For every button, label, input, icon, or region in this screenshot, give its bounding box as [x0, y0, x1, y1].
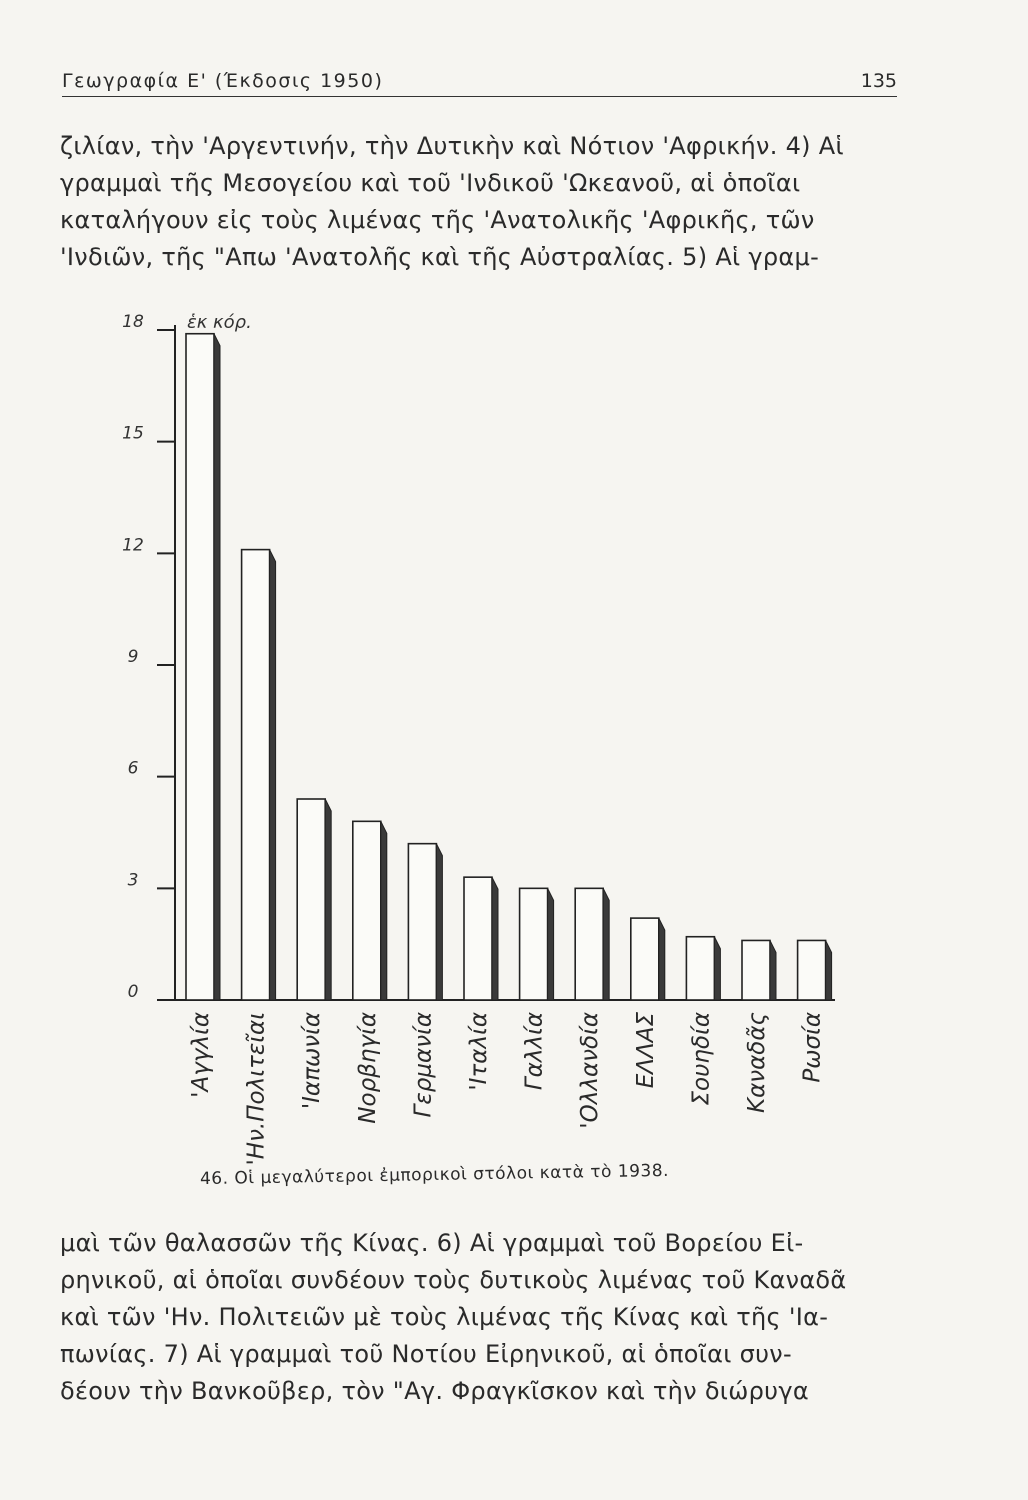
- text-line: δέουν τὴν Βανκοῦβερ, τὸν "Αγ. Φραγκῖσκον καὶ τὴν διώρυγα: [60, 1377, 809, 1405]
- y-tick-label: 12: [122, 535, 144, 556]
- text-line: ζιλίαν, τὴν 'Αργεντινήν, τὴν Δυτικὴν καὶ Νότιον 'Αφρικήν. 4) Αἱ: [60, 132, 844, 160]
- y-tick-label: 18: [122, 312, 144, 332]
- bar: [353, 821, 381, 1000]
- bar-shadow: [381, 821, 387, 1000]
- bar-shadow: [492, 877, 498, 1000]
- category-label: ΕΛΛΑΣ: [632, 1012, 659, 1089]
- bar-shadow: [603, 888, 609, 1000]
- category-label: 'Αγγλία: [188, 1012, 214, 1098]
- bar: [464, 877, 492, 1000]
- bar-shadow: [436, 844, 442, 1000]
- page-number: 135: [860, 70, 897, 92]
- text-line: 'Ινδιῶν, τῆς "Απω 'Ανατολῆς καὶ τῆς Αὐστραλίας. 5) Αἱ γραμ-: [60, 243, 820, 271]
- bar: [297, 799, 325, 1000]
- text-line: καὶ τῶν 'Ην. Πολιτειῶν μὲ τοὺς λιμένας τῆς Κίνας καὶ τῆς 'Ια-: [60, 1303, 829, 1331]
- text-line: καταλήγουν εἰς τοὺς λιμένας τῆς 'Ανατολικῆς 'Αφρικῆς, τῶν: [60, 206, 815, 234]
- y-tick-label: 6: [127, 758, 139, 779]
- y-axis-unit-label: ἑκ κόρ.: [187, 312, 252, 333]
- y-tick-label: 3: [127, 870, 139, 891]
- header-title: Γεωγραφία Ε' (Έκδοσις 1950): [62, 70, 384, 92]
- bar-shadow: [325, 799, 331, 1000]
- category-label: Ρωσία: [799, 1012, 826, 1083]
- y-tick-label: 9: [127, 647, 139, 667]
- bar: [186, 334, 214, 1000]
- bar-shadow: [714, 937, 720, 1000]
- category-label: 'Ιταλία: [466, 1012, 492, 1091]
- text-line: γραμμαὶ τῆς Μεσογείου καὶ τοῦ 'Ινδικοῦ 'Ωκεανοῦ, αἱ ὁποῖαι: [60, 169, 801, 197]
- text-line: μαὶ τῶν θαλασσῶν τῆς Κίνας. 6) Αἱ γραμμαὶ τοῦ Βορείου Εἰ-: [60, 1229, 804, 1257]
- text-line: ρηνικοῦ, αἱ ὁποῖαι συνδέουν τοὺς δυτικοὺς λιμένας τοῦ Καναδᾶ: [60, 1266, 847, 1294]
- bar: [686, 937, 714, 1000]
- bar: [798, 940, 826, 1000]
- category-label: Γαλλία: [521, 1012, 548, 1091]
- y-tick-label: 15: [122, 423, 144, 444]
- bar: [742, 940, 770, 1000]
- bar-shadow: [770, 940, 776, 1000]
- bar-shadow: [826, 940, 832, 1000]
- bar: [631, 918, 659, 1000]
- y-tick-label: 0: [127, 982, 139, 1002]
- text-line: πωνίας. 7) Αἱ γραμμαὶ τοῦ Νοτίου Εἰρηνικοῦ, αἱ ὁποῖαι συν-: [60, 1340, 792, 1368]
- bar: [520, 888, 548, 1000]
- category-label: Νορβηγία: [354, 1012, 381, 1124]
- paragraph-bottom: [60, 1225, 847, 1410]
- bar-shadow: [270, 550, 276, 1000]
- bar-shadow: [548, 888, 554, 1000]
- bar: [575, 888, 603, 1000]
- category-label: Σουηδία: [688, 1012, 715, 1106]
- category-label: 'Ιαπωνία: [299, 1012, 326, 1110]
- category-label: 'Ην.Πολιτεῖαι: [243, 1012, 270, 1166]
- bar: [242, 550, 270, 1000]
- bar-shadow: [659, 918, 665, 1000]
- bar: [408, 844, 436, 1000]
- bar-shadow: [214, 334, 220, 1000]
- figure-caption: 46. Οἱ μεγαλύτεροι ἐμπορικοὶ στόλοι κατὰ τὸ 1938.: [199, 1160, 670, 1190]
- category-label: Καναδᾶς: [744, 1012, 770, 1113]
- category-label: 'Ολλανδία: [577, 1012, 604, 1129]
- category-label: Γερμανία: [410, 1012, 437, 1118]
